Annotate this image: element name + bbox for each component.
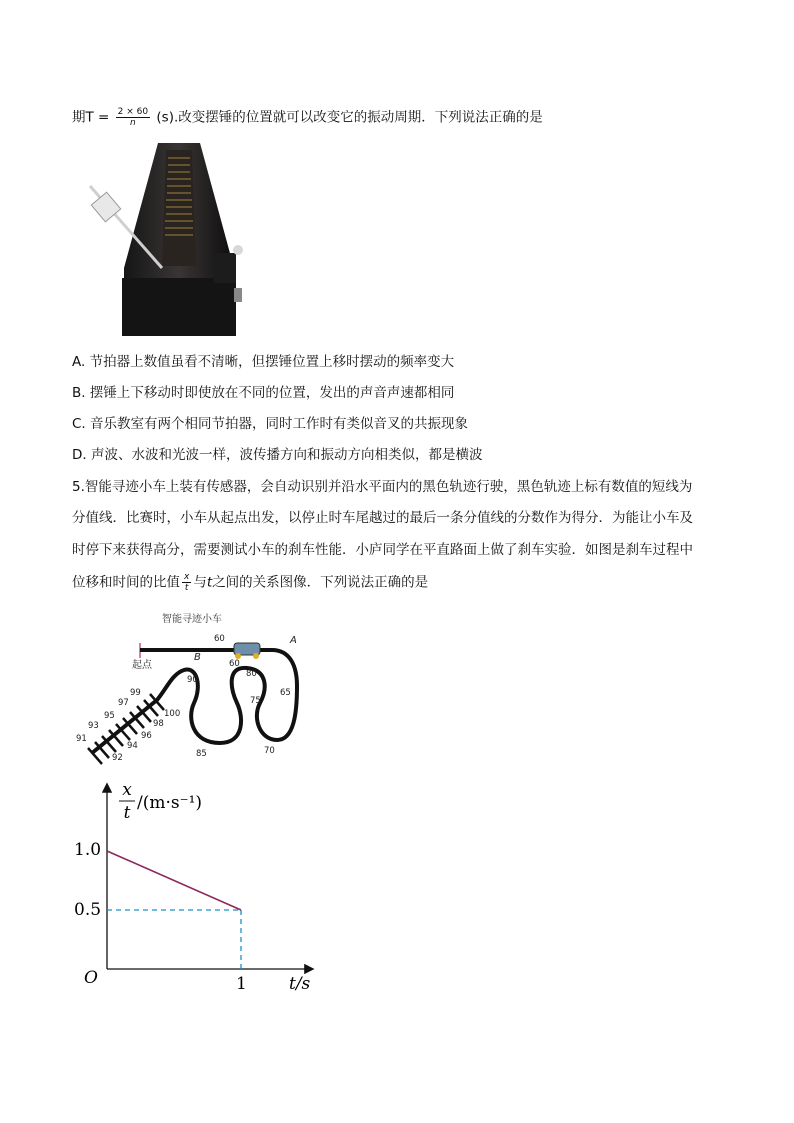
- metronome-image: [84, 138, 254, 338]
- mark-100: 100: [164, 709, 181, 719]
- q5-line-4c: 之间的关系图像．下列说法正确的是: [212, 574, 429, 591]
- option-b: B. 摆锤上下移动时即使放在不同的位置，发出的声音声速都相同: [72, 385, 455, 401]
- option-a: A. 节拍器上数值虽看不清晰，但摆锤位置上移时摆动的频率变大: [72, 354, 455, 370]
- mark-93: 93: [88, 721, 99, 731]
- q5-line-1: 5.智能寻迹小车上装有传感器，会自动识别并沿水平面内的黑色轨迹行驶，黑色轨迹上标有数值的短线为: [72, 479, 693, 495]
- mark-70: 70: [264, 746, 275, 756]
- intro-suffix: (s).改变摆锤的位置就可以改变它的振动周期．下列说法正确的是: [156, 109, 543, 126]
- mark-92: 92: [112, 753, 123, 763]
- x-tick-1: 1: [236, 974, 247, 994]
- plot-area: [107, 851, 241, 969]
- mark-75: 75: [250, 696, 261, 706]
- q5-line-4a: 位移和时间的比值: [72, 574, 180, 591]
- q5-xt-den: t: [184, 583, 189, 593]
- q5-line-4b: 与: [193, 574, 207, 591]
- y-label-num: x: [122, 780, 132, 800]
- origin-label: O: [84, 968, 98, 988]
- mark-91: 91: [76, 734, 87, 744]
- xt-chart: [72, 775, 332, 1000]
- mark-60-top: 60: [214, 634, 225, 644]
- q5-xt-fraction: [182, 572, 191, 593]
- y-label-unit: /(m·s⁻¹): [137, 793, 203, 813]
- mark-85: 85: [196, 749, 207, 759]
- option-d: D. 声波、水波和光波一样，波传播方向和振动方向相类似，都是横波: [72, 447, 483, 463]
- point-b-label: B: [194, 652, 201, 663]
- mark-60: 60: [229, 659, 240, 669]
- point-a-label: A: [290, 635, 297, 646]
- track-diagram: [72, 608, 312, 768]
- y-tick-1: 1.0: [74, 840, 102, 860]
- mark-94: 94: [127, 741, 138, 751]
- q5-line-3: 时停下来获得高分，需要测试小车的刹车性能．小庐同学在平直路面上做了刹车实验．如图是刹车过程中: [72, 542, 693, 558]
- x-label: t/s: [289, 974, 311, 994]
- y-tick-0-5: 0.5: [74, 900, 102, 920]
- intro-line: [72, 107, 543, 128]
- mark-98: 98: [153, 719, 164, 729]
- series-line: [107, 851, 241, 910]
- period-fraction-num: 2 × 60: [117, 107, 149, 117]
- mark-65: 65: [280, 688, 291, 698]
- y-label-den: t: [123, 803, 131, 823]
- intro-prefix: 期T =: [72, 109, 110, 126]
- mark-96: 96: [141, 731, 152, 741]
- q5-line-4: [72, 572, 428, 593]
- q5-line-2: 分值线．比赛时，小车从起点出发，以停止时车尾越过的最后一条分值线的分数作为得分．为能让小车及: [72, 510, 693, 526]
- mark-80: 80: [246, 669, 257, 679]
- mark-95: 95: [104, 711, 115, 721]
- mark-99: 99: [130, 688, 141, 698]
- q5-xt-num: x: [184, 572, 190, 582]
- start-label: 起点: [132, 660, 152, 671]
- mark-97: 97: [118, 698, 129, 708]
- q5-line-4t: t: [206, 574, 213, 591]
- mark-90: 90: [187, 675, 198, 685]
- period-fraction: [116, 107, 150, 128]
- track-title: 智能寻迹小车: [162, 614, 222, 625]
- period-fraction-den: n: [130, 118, 136, 128]
- option-c: C. 音乐教室有两个相同节拍器，同时工作时有类似音叉的共振现象: [72, 416, 469, 432]
